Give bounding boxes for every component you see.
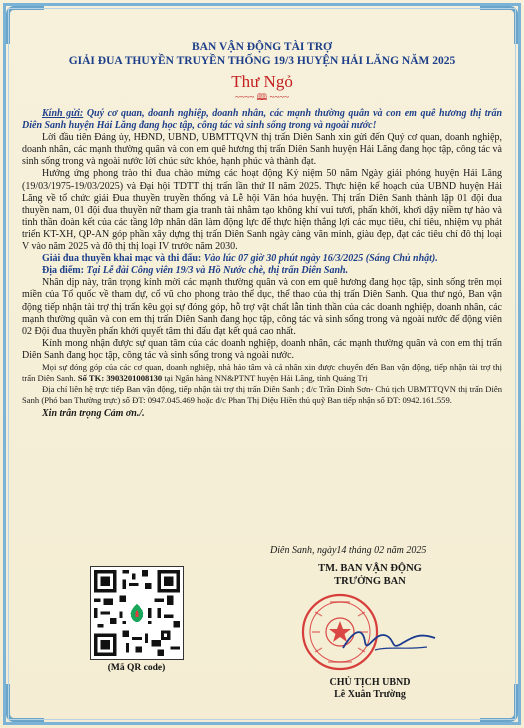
letter-content bbox=[22, 40, 502, 419]
qr-section bbox=[89, 566, 184, 673]
title-ornament: ~~~~ 🕮 ~~~~ bbox=[234, 92, 290, 102]
signature-icon bbox=[335, 620, 445, 660]
event-time-label: Giải đua thuyền khai mạc và thi đấu: bbox=[42, 253, 202, 265]
greeting-text: Quý cơ quan, doanh nghiệp, doanh nhân, các mạnh thường quân và con em quê hương thị trấn Diên Sanh huyện Hải Lăng đang học tập, công tác và sinh sống trong và ngoài nước! bbox=[22, 108, 502, 132]
paragraph-donation bbox=[22, 362, 502, 384]
paragraph-context: Hướng ứng phong trào thi đua chào mừng các hoạt động Kỷ niệm 50 năm Ngày giải phóng huyện Hải Lăng (19/03/1975-19/03/2025) và Đại hội TDTT thị trấn lần thứ II năm 2025. Thực hiện kế hoạch của UBND huyện Hải Lăng về tổ chức giải Đua thuyền truyền thống và Lễ hội Văn hóa huyện. Thị trấn Diên Sanh thành lập 01 đội đua thuyền nam, 01 đội đua thuyền nữ tham gia tranh tài nhằm tạo không khí vui tươi, phấn khởi, khơi dậy niềm tự hào và tinh thần đoàn kết của các tầng lớp nhân dân làm động lực để thực hiện thắng lợi các mục tiêu, chỉ tiêu, nhiệm vụ phát triển KT-XH, QP-AN góp phần xây dựng thị trấn Diên Sanh ngày càng văn minh, giàu đẹp, đạt các tiêu chí đô thị loại V vào năm 2025 và đô thị thị loại IV trước năm 2030. bbox=[22, 168, 502, 253]
bank-account: Số TK: 3903201008130 bbox=[77, 372, 163, 383]
org-heading: BAN VẬN ĐỘNG TÀI TRỢ bbox=[192, 41, 332, 53]
event-time bbox=[22, 253, 502, 265]
donation-bank: tại Ngân hàng NN&PTNT huyện Hải Lăng, tỉnh Quảng Trị bbox=[162, 372, 368, 383]
signature-block-footer bbox=[300, 677, 440, 701]
paragraph-intro: Lời đầu tiên Đảng ủy, HĐND, UBND, UBMTTQVN thị trấn Diên Sanh xin gửi đến Quý cơ quan, doanh nghiệp, doanh nhân, các mạnh thường quân và con em quê hương thị trấn Diên Sanh huyện Hải Lăng đang học tập, công tác và sinh sống trong và ngoài nước lời chúc sức khỏe, hạnh phúc và thành đạt. bbox=[22, 132, 502, 168]
letter-title: Thư Ngỏ bbox=[231, 72, 293, 91]
event-place bbox=[22, 265, 502, 277]
event-heading: GIẢI ĐUA THUYỀN TRUYỀN THỐNG 19/3 HUYỆN HẢI LĂNG NĂM 2025 bbox=[68, 55, 456, 67]
qr-caption: (Mã QR code) bbox=[107, 663, 166, 673]
greeting bbox=[22, 108, 502, 132]
signature-block-header bbox=[300, 562, 440, 588]
event-place-label: Địa điểm: bbox=[42, 265, 84, 277]
donation-text: Mọi sự đóng góp của các cơ quan, doanh nghiệp, nhà hảo tâm và cá nhân xin được chuyển đến Ban vận động, tiếp nhận tài trợ thị trấn Diên Sanh. bbox=[22, 361, 502, 383]
sign-org-line1: TM. BAN VẬN ĐỘNG bbox=[318, 563, 422, 574]
event-place-text: Tại Lễ đài Công viên 19/3 và Hồ Nước chè, thị trấn Diên Sanh. bbox=[83, 265, 349, 277]
event-time-text: Vào lúc 07 giờ 30 phút ngày 16/3/2025 (Sáng Chủ nhật). bbox=[201, 253, 438, 265]
signer-title: CHỦ TỊCH UBND bbox=[329, 677, 411, 688]
qr-code[interactable] bbox=[90, 566, 184, 660]
greeting-label: Kính gửi: bbox=[42, 108, 84, 119]
paragraph-contact: Địa chỉ liên hệ trực tiếp Ban vận động, tiếp nhận tài trợ thị trấn Diên Sanh ; đ/c Trần Đình Sơn- Chủ tịch UBMTTQVN thị trấn Diên Sanh (Phó ban Thường trực) số ĐT: 0947.045.469 hoặc đ/c Phan Thị Diệu Hiền thủ quỹ Ban tiếp nhận số ĐT: 0942.161.559. bbox=[22, 383, 502, 405]
paragraph-invitation: Nhân dịp này, trân trọng kính mời các mạnh thường quân và con em quê hương đang học tập, sinh sống trên mọi miền của Tổ quốc về tham dự, cổ vũ cho phong trào thể dục, thể thao của thị trấn Diên Sanh. Qua thư ngỏ, Ban vận động tiếp nhận tài trợ thị trấn kêu gọi sự đóng góp, hỗ trợ vật chất lẫn tinh thần của các doanh nghiệp, doanh nhân, các mạnh thường quân và con em thị trấn Diên Sanh đang học tập, công tác và sinh sống trong và ngoài nước để động viên 02 Đội đua thuyền phấn khởi quyết tâm thi đấu đạt kết quả cao nhất. bbox=[22, 277, 502, 337]
signer-name: Lê Xuân Trường bbox=[334, 689, 406, 700]
sign-org-line2: TRƯỞNG BAN bbox=[334, 576, 406, 587]
closing-thanks: Xin trân trọng Cảm ơn./. bbox=[42, 407, 145, 419]
letter-date: Diên Sanh, ngày14 tháng 02 năm 2025 bbox=[270, 545, 427, 556]
paragraph-request: Kính mong nhận được sự quan tâm của các doanh nghiệp, doanh nhân, các mạnh thường quân và con em thị trấn Diên Sanh đang học tập, công tác và sinh sống trong và ngoài nước. bbox=[22, 337, 502, 361]
